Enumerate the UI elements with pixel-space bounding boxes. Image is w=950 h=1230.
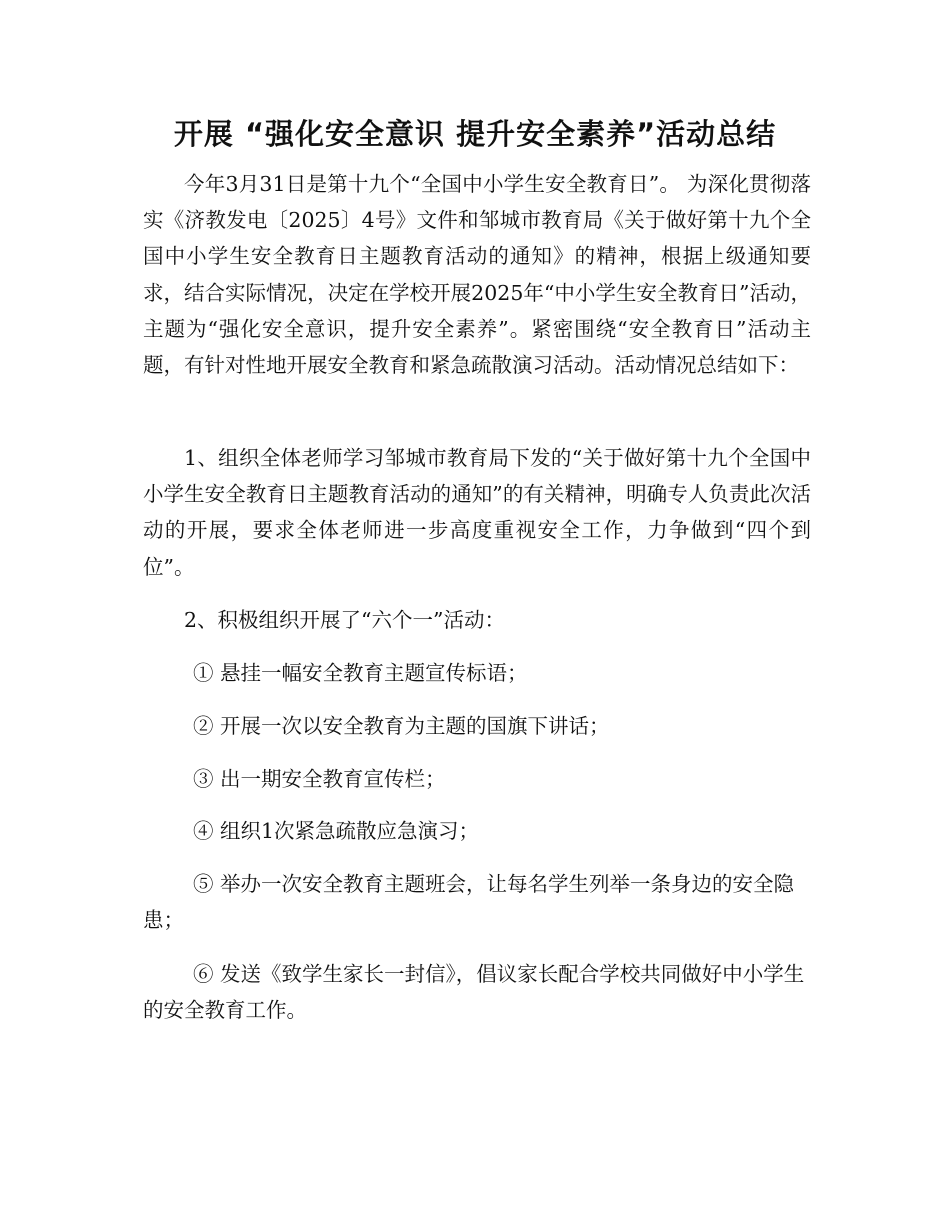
activity-item-5: ⑤ 举办一次安全教育主题班会，让每名学生列举一条身边的安全隐患；	[143, 872, 795, 933]
document-title: 开展 “强化安全意识 提升安全素养”活动总结	[173, 117, 777, 151]
point-1-paragraph: 1、组织全体老师学习邹城市教育局下发的“关于做好第十九个全国中小学生安全教育日主题教育活动的通知”的有关精神，明确专人负责此次活动的开展，要求全体老师进一步高度重视安全工作，力争做到“四个到位”。	[143, 446, 811, 579]
activity-item-4: ④ 组织1次紧急疏散应急演习；	[193, 819, 480, 843]
intro-paragraph: 今年3月31日是第十九个“全国中小学生安全教育日”。 为深化贯彻落实《济教发电〔2025〕4号》文件和邹城市教育局《关于做好第十九个全国中小学生安全教育日主题教育活动的通知》的精神，根据上级通知要求，结合实际情况，决定在学校开展2025年“中小学生安全教育日”活动，主题为“强化安全意识，提升安全素养”。紧密围绕“安全教育日”活动主题，有针对性地开展安全教育和紧急疏散演习活动。活动情况总结如下：	[143, 172, 811, 378]
activity-item-1: ① 悬挂一幅安全教育主题宣传标语；	[193, 661, 528, 685]
activity-item-2: ② 开展一次以安全教育为主题的国旗下讲话；	[193, 714, 610, 738]
activity-item-6: ⑥ 发送《致学生家长一封信》，倡议家长配合学校共同做好中小学生的安全教育工作。	[143, 962, 805, 1023]
activity-item-3: ③ 出一期安全教育宣传栏；	[193, 767, 446, 791]
point-2-paragraph: 2、积极组织开展了“六个一”活动：	[184, 608, 506, 632]
